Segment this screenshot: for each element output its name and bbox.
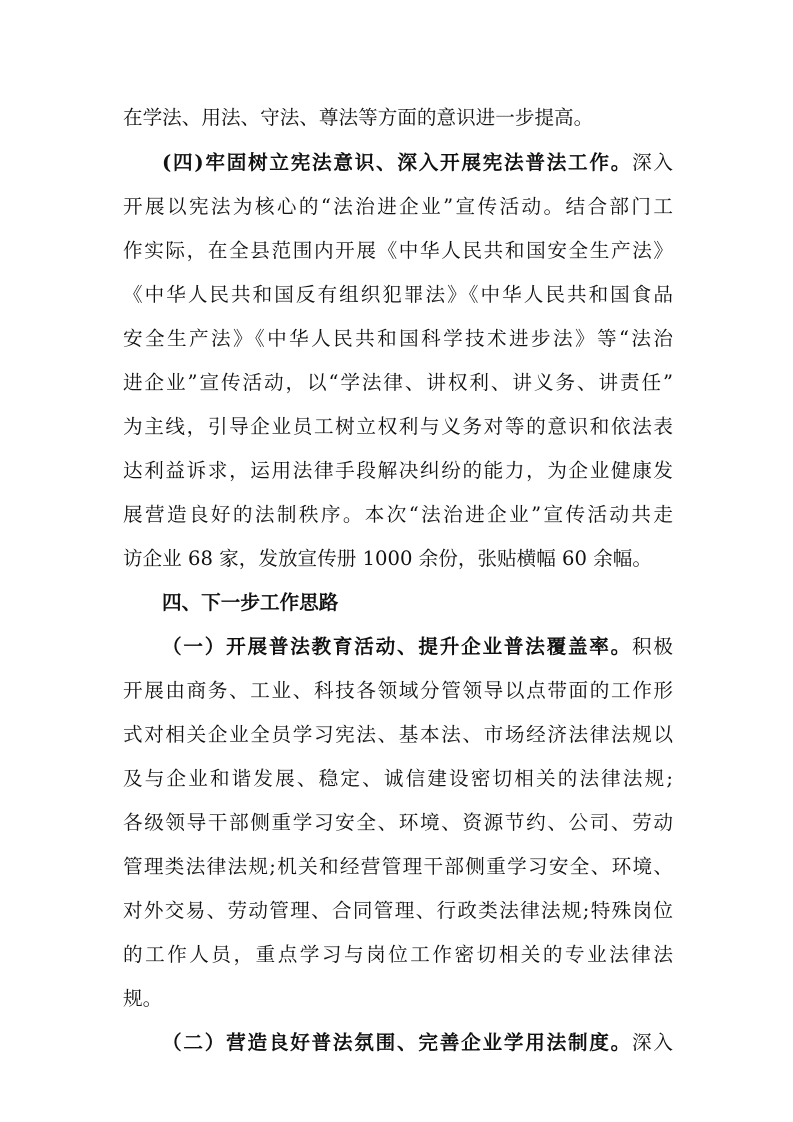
paragraph-line: 管理类法律法规;机关和经营管理干部侧重学习安全、环境、 [123,855,673,878]
subsection-heading-bold: （二）营造良好普法氛围、完善企业学用法制度。 [162,1031,633,1054]
subsection-heading-line [162,1026,673,1060]
subsection-heading-line [162,630,673,664]
paragraph-line: 开展以宪法为核心的“法治进企业”宣传活动。结合部门工 [123,195,673,218]
paragraph-line: 开展由商务、工业、科技各领域分管领导以点带面的工作形 [123,679,673,702]
paragraph-line: 规。 [123,987,163,1010]
paragraph-line: 展营造良好的法制秩序。本次“法治进企业”宣传活动共走 [123,503,673,526]
paragraph-line: 式对相关企业全员学习宪法、基本法、市场经济法律法规以 [123,723,673,746]
paragraph-line: 作实际，在全县范围内开展《中华人民共和国安全生产法》 [123,239,673,262]
paragraph-line: 安全生产法》《中华人民共和国科学技术进步法》等“法治 [123,327,673,350]
section-heading: 四、下一步工作思路 [162,591,339,614]
paragraph-run: 积极 [632,635,673,658]
paragraph-line: 进企业”宣传活动，以“学法律、讲权利、讲义务、讲责任” [123,371,673,394]
paragraph-line: 及与企业和谐发展、稳定、诚信建设密切相关的法律法规; [123,767,673,790]
section-heading-bold: (四)牢固树立宪法意识、深入开展宪法普法工作。 [162,151,633,174]
paragraph-line: 的工作人员，重点学习与岗位工作密切相关的专业法律法 [123,943,673,966]
paragraph-line: 达利益诉求，运用法律手段解决纠纷的能力，为企业健康发 [123,459,673,482]
paragraph-line: 各级领导干部侧重学习安全、环境、资源节约、公司、劳动 [123,811,673,834]
paragraph-run: 深入 [632,1031,673,1054]
paragraph-run: 深入 [632,151,673,174]
paragraph-line: 在学法、用法、守法、尊法等方面的意识进一步提高。 [123,106,594,129]
section-heading-line [162,146,673,180]
paragraph-line: 对外交易、劳动管理、合同管理、行政类法律法规;特殊岗位 [123,899,673,922]
paragraph-line: 访企业 68 家，发放宣传册 1000 余份，张贴横幅 60 余幅。 [123,547,652,570]
subsection-heading-bold: （一）开展普法教育活动、提升企业普法覆盖率。 [162,635,633,658]
paragraph-line: 为主线，引导企业员工树立权利与义务对等的意识和依法表 [123,415,673,438]
paragraph-line: 《中华人民共和国反有组织犯罪法》《中华人民共和国食品 [123,283,673,306]
